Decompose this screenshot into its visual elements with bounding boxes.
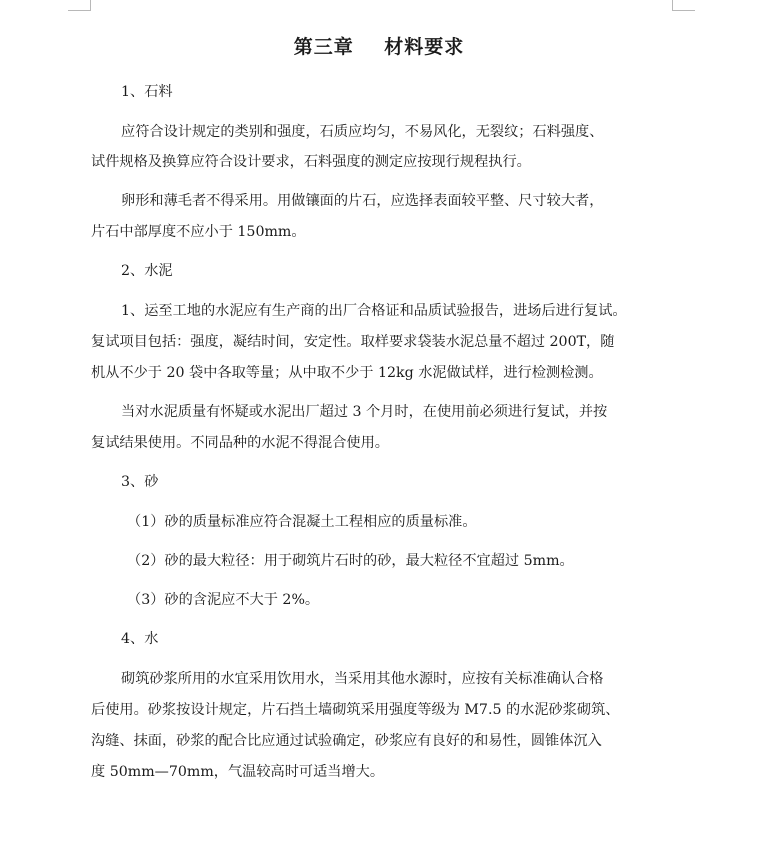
paragraph-line: 度 50mm—70mm，气温较高时可适当增大。 [91,764,385,780]
section-heading-stone: 1、石料 [121,84,173,100]
paragraph-line: 1、运至工地的水泥应有生产商的出厂合格证和品质试验报告，进场后进行复试。 [121,303,627,319]
section-heading-water: 4、水 [121,631,159,647]
section-heading-sand: 3、砂 [121,474,159,490]
paragraph-line: 卵形和薄毛者不得采用。用做镶面的片石，应选择表面较平整、尺寸较大者， [121,193,604,209]
list-item: （3）砂的含泥应不大于 2%。 [127,592,320,608]
paragraph-line: 机从不少于 20 袋中各取等量；从中取不少于 12kg 水泥做试样，进行检测检测。 [91,365,603,381]
paragraph-line: 沟缝、抹面，砂浆的配合比应通过试验确定，砂浆应有良好的和易性，圆锥体沉入 [91,733,602,749]
page-corner-mark-right [672,0,695,11]
paragraph-line: 当对水泥质量有怀疑或水泥出厂超过 3 个月时，在使用前必须进行复试，并按 [121,404,608,420]
chapter-title: 第三章 材料要求 [293,36,465,58]
page-corner-mark-left [68,0,91,11]
section-heading-cement: 2、水泥 [121,263,173,279]
paragraph-line: 复试结果使用。不同品种的水泥不得混合使用。 [91,435,389,451]
paragraph-line: 后使用。砂浆按设计规定，片石挡土墙砌筑采用强度等级为 M7.5 的水泥砂浆砌筑、 [91,702,620,718]
list-item: （2）砂的最大粒径：用于砌筑片石时的砂，最大粒径不宜超过 5mm。 [127,553,574,569]
paragraph-line: 试件规格及换算应符合设计要求，石料强度的测定应按现行规程执行。 [91,154,531,170]
paragraph-line: 复试项目包括：强度，凝结时间，安定性。取样要求袋装水泥总量不超过 200T，随 [91,334,615,350]
paragraph-line: 砌筑砂浆所用的水宜采用饮用水，当采用其他水源时，应按有关标准确认合格 [121,671,604,687]
paragraph-line: 片石中部厚度不应小于 150mm。 [91,224,306,240]
paragraph-line: 应符合设计规定的类别和强度，石质应均匀，不易风化，无裂纹；石料强度、 [121,124,604,140]
list-item: （1）砂的质量标准应符合混凝土工程相应的质量标准。 [127,514,477,530]
